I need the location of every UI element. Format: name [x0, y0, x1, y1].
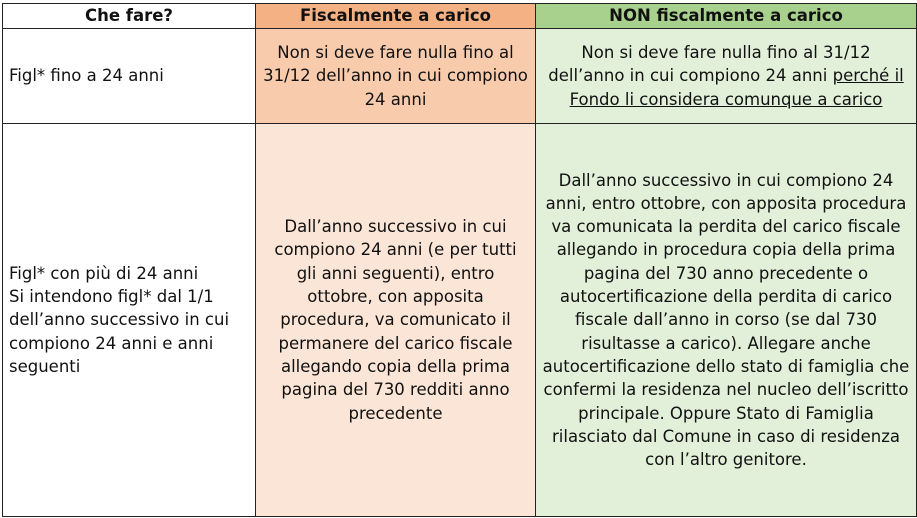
row1-label: Figl* fino a 24 anni	[3, 29, 256, 124]
row1-nonfiscal-underlined-text: perché il Fondo li considera comunque a carico	[569, 66, 904, 109]
row1-fiscal-cell: Non si deve fare nulla fino al 31/12 dell’anno in cui compiono 24 anni	[256, 29, 536, 124]
row2-label-cell	[3, 124, 256, 517]
table-row	[3, 124, 917, 517]
row2-label-line1: Figl* con più di 24 anni	[9, 263, 199, 283]
row2-label-line2: Si intendono figl* dal 1/1 dell’anno successivo in cui compiono 24 anni e anni seguenti	[9, 287, 230, 376]
row2-nonfiscal-cell: Dall’anno successivo in cui compiono 24 anni, entro ottobre, con apposita procedura va comunicata la perdita del carico fiscale allegando in procedura copia della prima pagina del 730 anno precedente o autocertificazione della perdita di carico fiscale dall’anno in corso (se dal 730 risultasse a carico). Allegare anche autocertificazione dello stato di famiglia che confermi la residenza nel nucleo dell’iscritto principale. Oppure Stato di Famiglia rilasciato dal Comune in caso di residenza con l’altro genitore.	[536, 124, 917, 517]
header-che-fare: Che fare?	[3, 4, 256, 29]
header-row	[3, 4, 917, 29]
comparison-table	[2, 3, 917, 517]
row1-nonfiscal-cell	[536, 29, 917, 124]
table-row	[3, 29, 917, 124]
row1-nonfiscal-text: Non si deve fare nulla fino al 31/12 dell’anno in cui compiono 24 anni	[548, 43, 871, 86]
header-non-fiscalmente-a-carico: NON fiscalmente a carico	[536, 4, 917, 29]
row2-fiscal-cell: Dall’anno successivo in cui compiono 24 anni (e per tutti gli anni seguenti), entro ottobre, con apposita procedura, va comunicato il permanere del carico fiscale allegando copia della prima pagina del 730 redditi anno precedente	[256, 124, 536, 517]
header-fiscalmente-a-carico: Fiscalmente a carico	[256, 4, 536, 29]
